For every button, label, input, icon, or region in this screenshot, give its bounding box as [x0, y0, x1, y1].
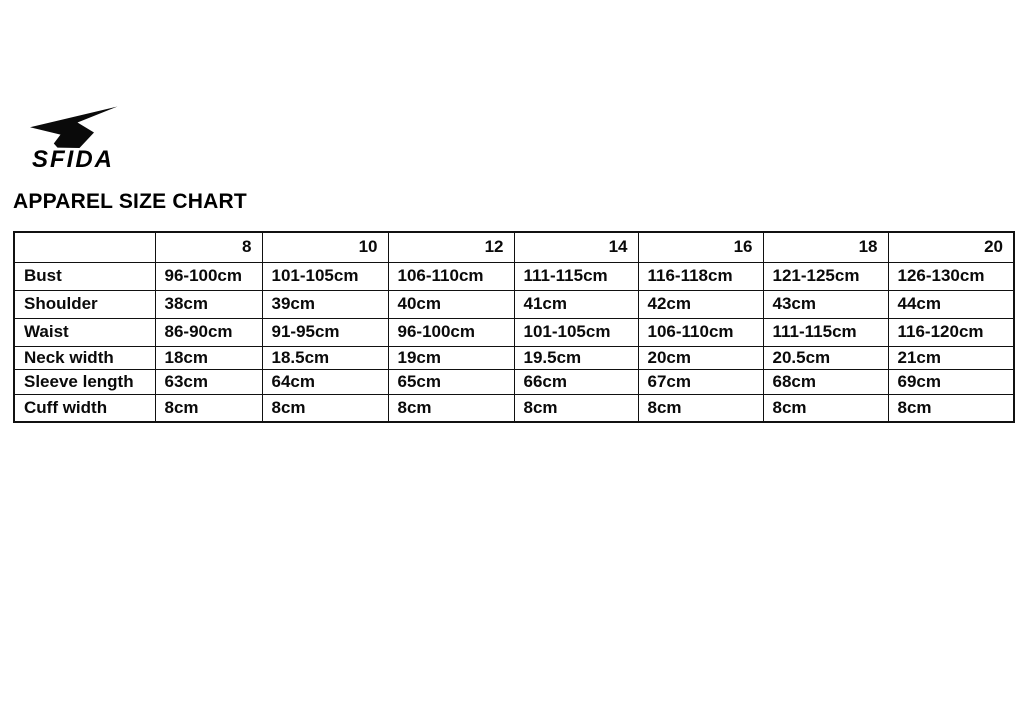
- size-column-header-8: 8: [155, 232, 262, 262]
- cell-bust-size-18: 121-125cm: [763, 262, 888, 290]
- cell-neck-width-size-16: 20cm: [638, 346, 763, 369]
- page-title: APPAREL SIZE CHART: [13, 190, 247, 213]
- corner-cell: [14, 232, 155, 262]
- size-header-row: [14, 232, 1014, 262]
- cell-bust-size-10: 101-105cm: [262, 262, 388, 290]
- cell-neck-width-size-14: 19.5cm: [514, 346, 638, 369]
- cell-waist-size-10: 91-95cm: [262, 318, 388, 346]
- cell-sleeve-length-size-14: 66cm: [514, 369, 638, 394]
- row-label-waist: Waist: [14, 318, 155, 346]
- cell-sleeve-length-size-12: 65cm: [388, 369, 514, 394]
- cell-sleeve-length-size-16: 67cm: [638, 369, 763, 394]
- measurement-row-shoulder: [14, 290, 1014, 318]
- size-column-header-18: 18: [763, 232, 888, 262]
- cell-bust-size-14: 111-115cm: [514, 262, 638, 290]
- cell-cuff-width-size-10: 8cm: [262, 394, 388, 422]
- brand-header: [28, 104, 128, 173]
- cell-shoulder-size-16: 42cm: [638, 290, 763, 318]
- row-label-neck-width: Neck width: [14, 346, 155, 369]
- cell-sleeve-length-size-10: 64cm: [262, 369, 388, 394]
- cell-cuff-width-size-20: 8cm: [888, 394, 1014, 422]
- table-body: [14, 262, 1014, 422]
- size-column-header-12: 12: [388, 232, 514, 262]
- measurement-row-neck-width: [14, 346, 1014, 369]
- cell-waist-size-14: 101-105cm: [514, 318, 638, 346]
- sfida-swoosh-icon: [28, 104, 120, 150]
- apparel-size-table: [13, 231, 1015, 423]
- size-column-header-20: 20: [888, 232, 1014, 262]
- cell-neck-width-size-8: 18cm: [155, 346, 262, 369]
- cell-sleeve-length-size-8: 63cm: [155, 369, 262, 394]
- row-label-cuff-width: Cuff width: [14, 394, 155, 422]
- measurement-row-cuff-width: [14, 394, 1014, 422]
- brand-wordmark: SFIDA: [32, 146, 114, 173]
- cell-bust-size-8: 96-100cm: [155, 262, 262, 290]
- measurement-row-waist: [14, 318, 1014, 346]
- size-column-header-10: 10: [262, 232, 388, 262]
- cell-shoulder-size-10: 39cm: [262, 290, 388, 318]
- cell-bust-size-12: 106-110cm: [388, 262, 514, 290]
- row-label-bust: Bust: [14, 262, 155, 290]
- cell-cuff-width-size-16: 8cm: [638, 394, 763, 422]
- cell-sleeve-length-size-20: 69cm: [888, 369, 1014, 394]
- cell-cuff-width-size-18: 8cm: [763, 394, 888, 422]
- cell-shoulder-size-18: 43cm: [763, 290, 888, 318]
- measurement-row-sleeve-length: [14, 369, 1014, 394]
- cell-shoulder-size-8: 38cm: [155, 290, 262, 318]
- cell-bust-size-16: 116-118cm: [638, 262, 763, 290]
- cell-waist-size-8: 86-90cm: [155, 318, 262, 346]
- cell-cuff-width-size-8: 8cm: [155, 394, 262, 422]
- cell-waist-size-20: 116-120cm: [888, 318, 1014, 346]
- cell-sleeve-length-size-18: 68cm: [763, 369, 888, 394]
- cell-neck-width-size-18: 20.5cm: [763, 346, 888, 369]
- row-label-shoulder: Shoulder: [14, 290, 155, 318]
- size-column-header-16: 16: [638, 232, 763, 262]
- cell-neck-width-size-12: 19cm: [388, 346, 514, 369]
- cell-cuff-width-size-12: 8cm: [388, 394, 514, 422]
- cell-neck-width-size-20: 21cm: [888, 346, 1014, 369]
- measurement-row-bust: [14, 262, 1014, 290]
- cell-bust-size-20: 126-130cm: [888, 262, 1014, 290]
- table-head: [14, 232, 1014, 262]
- cell-waist-size-16: 106-110cm: [638, 318, 763, 346]
- cell-shoulder-size-12: 40cm: [388, 290, 514, 318]
- cell-shoulder-size-14: 41cm: [514, 290, 638, 318]
- cell-waist-size-12: 96-100cm: [388, 318, 514, 346]
- cell-waist-size-18: 111-115cm: [763, 318, 888, 346]
- row-label-sleeve-length: Sleeve length: [14, 369, 155, 394]
- size-column-header-14: 14: [514, 232, 638, 262]
- cell-neck-width-size-10: 18.5cm: [262, 346, 388, 369]
- cell-cuff-width-size-14: 8cm: [514, 394, 638, 422]
- cell-shoulder-size-20: 44cm: [888, 290, 1014, 318]
